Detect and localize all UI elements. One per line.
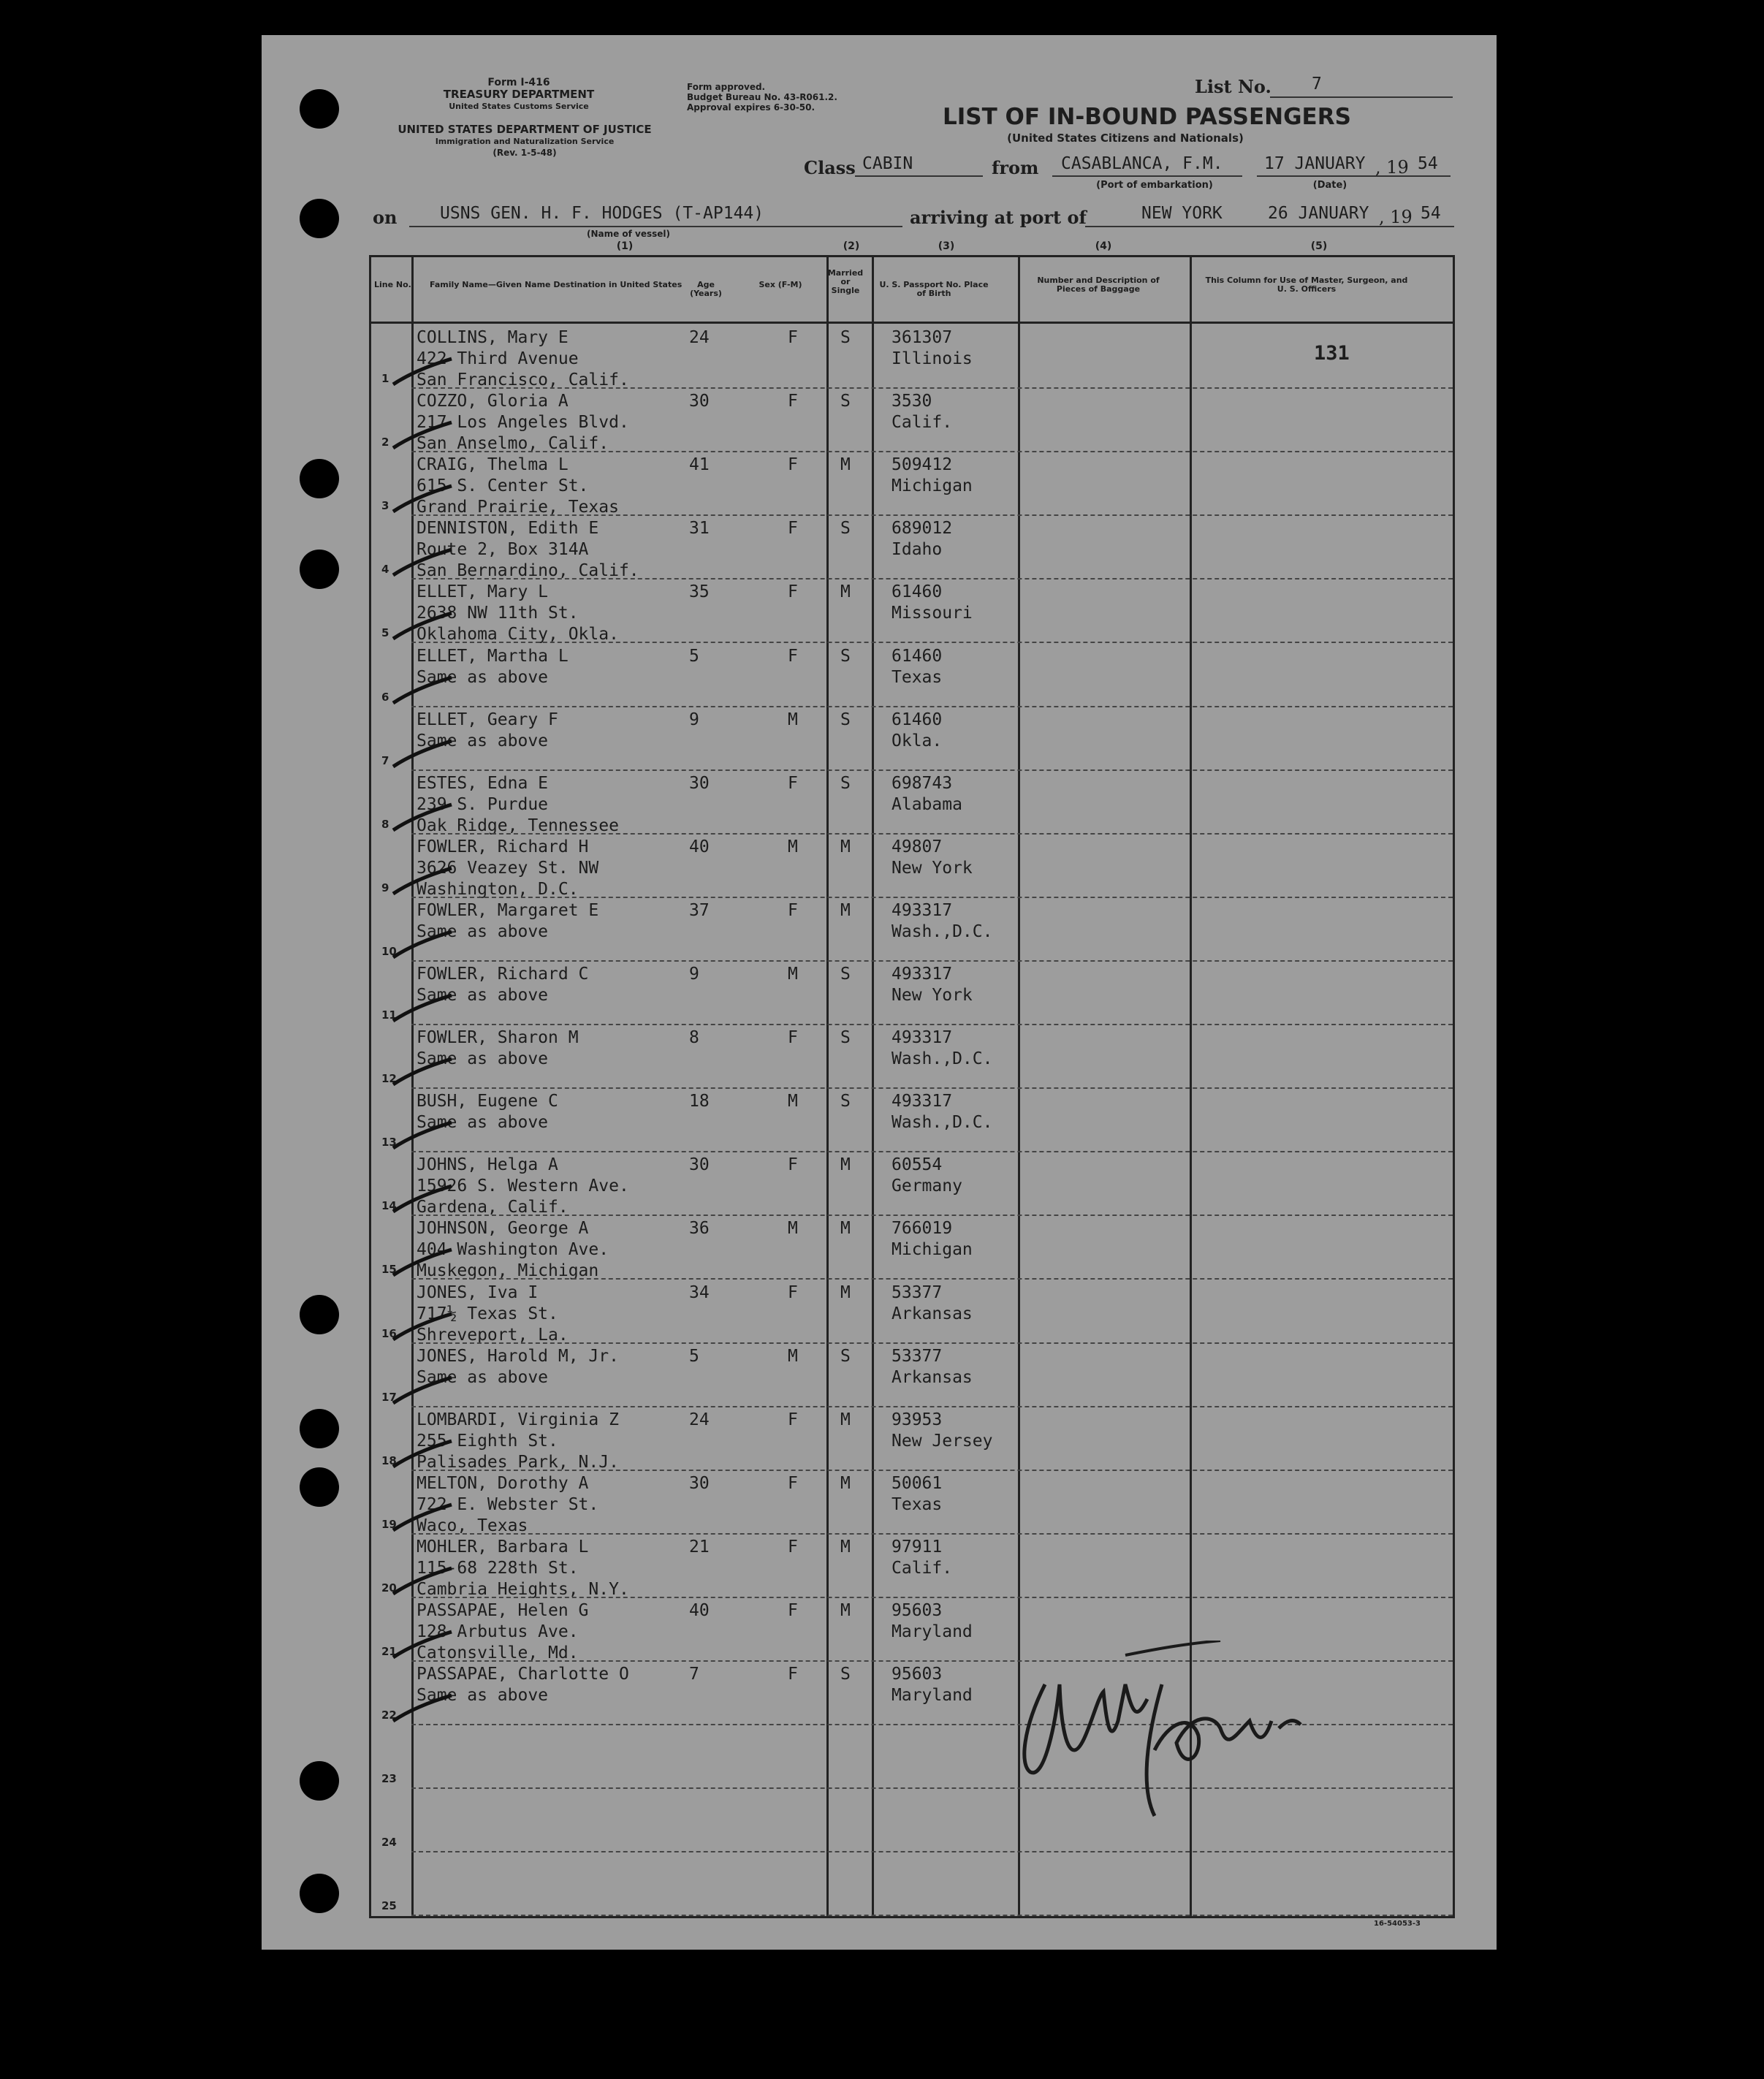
cell-sex: F [788, 900, 798, 920]
cell-name: MOHLER, Barbara L [417, 1537, 589, 1557]
table-row [371, 1152, 1453, 1215]
cell-sex: F [788, 1155, 798, 1175]
cell-addr1: Route 2, Box 314A [417, 540, 589, 560]
line-number: 24 [381, 1836, 397, 1850]
cell-addr1: 15926 S. Western Ave. [417, 1177, 629, 1196]
punch-hole [300, 1467, 339, 1507]
cell-sex: F [788, 1665, 798, 1684]
approval-expires: Approval expires 6-30-50. [687, 102, 816, 113]
arriving-label: arriving at port of [910, 207, 1087, 228]
cell-addr1: Same as above [417, 1049, 549, 1069]
cell-addr2: Grand Prairie, Texas [417, 498, 619, 517]
cell-passport: 689012 [891, 519, 953, 539]
embarkation-date: 17 JANUARY [1264, 154, 1366, 173]
col-header-name: Family Name—Given Name Destination in United States [430, 280, 683, 289]
arrival-date: 26 JANUARY [1268, 204, 1369, 223]
col-header-sex: Sex (F-M) [759, 280, 802, 289]
from-label: from [992, 157, 1039, 178]
cell-addr1: Same as above [417, 1113, 549, 1133]
arrival-year: 54 [1421, 204, 1441, 223]
cell-sex: F [788, 646, 798, 666]
treasury-department: TREASURY DEPARTMENT [443, 88, 595, 101]
cell-addr2: San Bernardino, Calif. [417, 561, 639, 581]
cell-addr1: 404 Washington Ave. [417, 1240, 609, 1260]
official-count: 131 [1314, 342, 1350, 365]
table-row [371, 1470, 1453, 1534]
line-number: 7 [381, 753, 389, 767]
cell-addr2: Muskegon, Michigan [417, 1261, 599, 1281]
cell-addr1: 2638 NW 11th St. [417, 604, 579, 623]
form-approved: Form approved. [687, 82, 766, 92]
cell-age: 18 [689, 1092, 710, 1111]
cell-name: BUSH, Eugene C [417, 1092, 558, 1111]
line-number: 19 [381, 1517, 397, 1531]
date-caption: (Date) [1312, 180, 1347, 191]
cell-name: DENNISTON, Edith E [417, 519, 599, 539]
cell-passport: 95603 [891, 1601, 943, 1620]
cell-name: FOWLER, Margaret E [417, 900, 599, 920]
ins-service: Immigration and Naturalization Service [435, 137, 615, 146]
cell-birth: Arkansas [891, 1367, 973, 1387]
cell-addr2: San Anselmo, Calif. [417, 434, 609, 454]
cell-sex: F [788, 519, 798, 539]
cell-passport: 493317 [891, 900, 953, 920]
cell-age: 8 [689, 1028, 699, 1048]
line-number: 5 [381, 626, 389, 640]
cell-age: 9 [689, 710, 699, 729]
cell-age: 7 [689, 1665, 699, 1684]
form-title: LIST OF IN-BOUND PASSENGERS [943, 104, 1351, 130]
table-row [371, 1534, 1453, 1597]
line-number: 13 [381, 1136, 397, 1149]
cell-name: JONES, Iva I [417, 1282, 539, 1302]
cell-sex: M [788, 1219, 798, 1239]
cell-addr1: 255 Eighth St. [417, 1431, 558, 1451]
punch-hole [300, 1409, 339, 1448]
cell-passport: 698743 [891, 773, 953, 793]
cell-name: MELTON, Dorothy A [417, 1473, 589, 1493]
cell-ms: S [840, 1092, 851, 1111]
cell-age: 40 [689, 1601, 710, 1620]
table-row [371, 961, 1453, 1025]
cell-birth: Alabama [891, 794, 962, 814]
arrival-year-prefix: , 19 [1379, 207, 1413, 227]
vessel-caption: (Name of vessel) [586, 229, 671, 239]
form-number: Form I-416 [487, 77, 550, 88]
cell-age: 34 [689, 1282, 710, 1302]
arrival-port: NEW YORK [1141, 204, 1223, 223]
line-number: 3 [381, 499, 389, 513]
cell-passport: 53377 [891, 1346, 943, 1366]
cell-sex: F [788, 1282, 798, 1302]
cell-sex: F [788, 1601, 798, 1620]
cell-age: 41 [689, 455, 710, 475]
col-header-married: Married or Single [827, 268, 864, 295]
punch-hole [300, 459, 339, 498]
cell-name: JOHNSON, George A [417, 1219, 589, 1239]
embarkation-year: 54 [1418, 154, 1438, 173]
cell-birth: Germany [891, 1177, 962, 1196]
cell-passport: 49807 [891, 837, 943, 856]
cell-addr1: Same as above [417, 667, 549, 687]
col-header-officers: This Column for Use of Master, Surgeon, and U. S. Officers [1205, 275, 1408, 294]
cell-name: COLLINS, Mary E [417, 328, 569, 347]
cell-name: FOWLER, Sharon M [417, 1028, 579, 1048]
cell-age: 31 [689, 519, 710, 539]
line-number: 15 [381, 1263, 397, 1277]
cell-sex: F [788, 1410, 798, 1429]
col-header-baggage: Number and Description of Pieces of Baggage [1037, 275, 1160, 294]
cell-ms: M [840, 1410, 851, 1429]
cell-sex: M [788, 1092, 798, 1111]
list-no-value: 7 [1312, 75, 1322, 94]
cell-age: 24 [689, 328, 710, 347]
punch-hole [300, 89, 339, 129]
cell-birth: Texas [891, 667, 943, 687]
cell-addr1: Same as above [417, 1367, 549, 1387]
cell-addr2: San Francisco, Calif. [417, 370, 629, 389]
cell-name: PASSAPAE, Charlotte O [417, 1665, 629, 1684]
cell-addr2: Shreveport, La. [417, 1325, 569, 1345]
table-row [371, 1280, 1453, 1343]
table-row [371, 770, 1453, 834]
cell-age: 30 [689, 392, 710, 411]
class-value: CABIN [862, 154, 913, 173]
cell-addr2: Gardena, Calif. [417, 1198, 569, 1217]
cell-name: ESTES, Edna E [417, 773, 549, 793]
cell-ms: M [840, 1537, 851, 1557]
embarkation-year-prefix: , 19 [1375, 157, 1409, 178]
cell-sex: M [788, 837, 798, 856]
line-number: 11 [381, 1008, 397, 1022]
table-row [371, 1215, 1453, 1279]
cell-sex: M [788, 1346, 798, 1366]
cell-passport: 53377 [891, 1282, 943, 1302]
col-header-passport: U. S. Passport No. Place of Birth [879, 280, 989, 298]
table-row [371, 324, 1453, 388]
footer-code: 16-54053-3 [1374, 1920, 1421, 1928]
col-num-4: (4) [1095, 240, 1112, 252]
cell-sex: F [788, 773, 798, 793]
cell-passport: 93953 [891, 1410, 943, 1429]
cell-addr1: 422 Third Avenue [417, 349, 579, 368]
cell-ms: M [840, 1282, 851, 1302]
col-header-age: Age (Years) [690, 280, 722, 298]
cell-ms: M [840, 837, 851, 856]
cell-name: COZZO, Gloria A [417, 392, 569, 411]
cell-name: ELLET, Mary L [417, 582, 549, 602]
line-number: 12 [381, 1072, 397, 1086]
cell-age: 5 [689, 1346, 699, 1366]
line-number: 10 [381, 944, 397, 958]
punch-hole [300, 1874, 339, 1913]
cell-addr1: 217 Los Angeles Blvd. [417, 413, 629, 433]
signature [1016, 1641, 1366, 1831]
line-number: 2 [381, 436, 389, 449]
row-divider [411, 1915, 1453, 1916]
cell-ms: S [840, 773, 851, 793]
cell-birth: Calif. [891, 413, 953, 433]
cell-ms: M [840, 1601, 851, 1620]
cell-sex: F [788, 455, 798, 475]
cell-age: 30 [689, 773, 710, 793]
cell-sex: F [788, 1028, 798, 1048]
cell-ms: S [840, 392, 851, 411]
table-row [371, 388, 1453, 452]
cell-addr1: 115-68 228th St. [417, 1558, 579, 1578]
line-number: 4 [381, 563, 389, 577]
punch-hole [300, 1295, 339, 1334]
cell-age: 5 [689, 646, 699, 666]
cell-ms: S [840, 646, 851, 666]
form-subtitle: (United States Citizens and Nationals) [1007, 132, 1244, 145]
cell-addr2: Oak Ridge, Tennessee [417, 816, 619, 835]
cell-addr1: Same as above [417, 731, 549, 750]
cell-age: 40 [689, 837, 710, 856]
cell-name: ELLET, Geary F [417, 710, 558, 729]
cell-passport: 95603 [891, 1665, 943, 1684]
cell-passport: 766019 [891, 1219, 953, 1239]
cell-passport: 493317 [891, 1092, 953, 1111]
line-number: 18 [381, 1453, 397, 1467]
cell-sex: M [788, 965, 798, 984]
cell-ms: S [840, 328, 851, 347]
cell-name: CRAIG, Thelma L [417, 455, 569, 475]
budget-bureau: Budget Bureau No. 43-R061.2. [687, 92, 837, 102]
cell-ms: M [840, 1155, 851, 1175]
cell-name: JONES, Harold M, Jr. [417, 1346, 619, 1366]
list-no-label: List No. [1195, 76, 1271, 97]
table-row [371, 1343, 1453, 1407]
cell-ms: M [840, 1473, 851, 1493]
table-row [371, 1025, 1453, 1088]
cell-addr2: Catonsville, Md. [417, 1643, 579, 1662]
cell-sex: F [788, 1473, 798, 1493]
cell-addr1: 722 E. Webster St. [417, 1494, 599, 1514]
cell-name: FOWLER, Richard C [417, 965, 589, 984]
cell-sex: F [788, 582, 798, 602]
table-row [371, 897, 1453, 961]
line-number: 9 [381, 881, 389, 894]
cell-addr2: Waco, Texas [417, 1516, 528, 1535]
cell-passport: 50061 [891, 1473, 943, 1493]
table-row [371, 1407, 1453, 1470]
table-row [371, 515, 1453, 579]
cell-ms: S [840, 1346, 851, 1366]
col-num-2: (2) [843, 240, 860, 252]
cell-ms: S [840, 1665, 851, 1684]
cell-birth: Calif. [891, 1558, 953, 1578]
cell-age: 21 [689, 1537, 710, 1557]
table-row [371, 452, 1453, 515]
cell-birth: Michigan [891, 1240, 973, 1260]
col-num-3: (3) [938, 240, 955, 252]
signature-text: J M Fox / H J A [1308, 1823, 1315, 1824]
cell-birth: Arkansas [891, 1304, 973, 1323]
cell-birth: Texas [891, 1494, 943, 1514]
revision-date: (Rev. 1-5-48) [493, 148, 557, 158]
line-number: 16 [381, 1326, 397, 1340]
table-row [371, 643, 1453, 707]
cell-passport: 61460 [891, 710, 943, 729]
cell-birth: Missouri [891, 604, 973, 623]
cell-ms: S [840, 519, 851, 539]
justice-department: UNITED STATES DEPARTMENT OF JUSTICE [398, 123, 652, 136]
cell-passport: 3530 [891, 392, 932, 411]
table-row [371, 579, 1453, 645]
cell-addr1: 128 Arbutus Ave. [417, 1622, 579, 1641]
cell-passport: 509412 [891, 455, 953, 475]
col-header-line: Line No. [374, 280, 411, 289]
cell-ms: S [840, 710, 851, 729]
cell-name: PASSAPAE, Helen G [417, 1601, 589, 1620]
cell-name: JOHNS, Helga A [417, 1155, 558, 1175]
cell-age: 36 [689, 1219, 710, 1239]
cell-addr2: Palisades Park, N.J. [417, 1452, 619, 1472]
line-number: 22 [381, 1709, 397, 1722]
cell-addr2: Oklahoma City, Okla. [417, 625, 619, 645]
cell-ms: M [840, 582, 851, 602]
cell-birth: Idaho [891, 540, 943, 560]
punch-hole [300, 199, 339, 238]
cell-addr1: Same as above [417, 921, 549, 941]
cell-name: FOWLER, Richard H [417, 837, 589, 856]
line-number: 1 [381, 372, 389, 386]
customs-service: United States Customs Service [449, 102, 589, 111]
cell-ms: M [840, 1219, 851, 1239]
cell-birth: Illinois [891, 349, 973, 368]
cell-addr1: 239 S. Purdue [417, 794, 549, 814]
cell-birth: Okla. [891, 731, 943, 750]
cell-passport: 493317 [891, 1028, 953, 1048]
line-number: 17 [381, 1390, 397, 1404]
vessel-name: USNS GEN. H. F. HODGES (T-AP144) [440, 204, 764, 223]
table-row [371, 707, 1453, 770]
cell-birth: Maryland [891, 1686, 973, 1706]
class-label: Class [804, 157, 856, 178]
cell-birth: New York [891, 858, 973, 878]
cell-age: 24 [689, 1410, 710, 1429]
cell-birth: Wash.,D.C. [891, 1113, 993, 1133]
cell-sex: M [788, 710, 798, 729]
cell-addr1: Same as above [417, 1686, 549, 1706]
cell-birth: Michigan [891, 476, 973, 496]
cell-age: 30 [689, 1473, 710, 1493]
on-label: on [373, 207, 398, 228]
line-number: 20 [381, 1581, 397, 1595]
punch-hole [300, 1761, 339, 1801]
cell-addr1: 3626 Veazey St. NW [417, 858, 599, 878]
cell-ms: S [840, 1028, 851, 1048]
cell-ms: M [840, 900, 851, 920]
cell-passport: 61460 [891, 646, 943, 666]
line-number: 6 [381, 690, 389, 704]
cell-ms: M [840, 455, 851, 475]
embarkation-port: CASABLANCA, F.M. [1061, 154, 1223, 173]
line-number: 8 [381, 817, 389, 831]
cell-passport: 493317 [891, 965, 953, 984]
cell-age: 9 [689, 965, 699, 984]
cell-addr2: Washington, D.C. [417, 879, 579, 899]
punch-hole [300, 550, 339, 589]
line-number: 21 [381, 1645, 397, 1659]
cell-birth: New York [891, 986, 973, 1005]
line-number: 23 [381, 1772, 397, 1786]
cell-passport: 60554 [891, 1155, 943, 1175]
cell-sex: F [788, 392, 798, 411]
cell-birth: New Jersey [891, 1431, 993, 1451]
cell-age: 35 [689, 582, 710, 602]
cell-birth: Wash.,D.C. [891, 1049, 993, 1069]
cell-name: ELLET, Martha L [417, 646, 569, 666]
line-number: 14 [381, 1199, 397, 1213]
cell-addr1: Same as above [417, 986, 549, 1005]
table-row [371, 1852, 1453, 1915]
cell-passport: 61460 [891, 582, 943, 602]
table-row [371, 834, 1453, 897]
cell-addr1: 615 S. Center St. [417, 476, 589, 496]
cell-passport: 361307 [891, 328, 953, 347]
cell-name: LOMBARDI, Virginia Z [417, 1410, 619, 1429]
cell-passport: 97911 [891, 1537, 943, 1557]
cell-sex: F [788, 328, 798, 347]
table-row [371, 1088, 1453, 1152]
col-num-5: (5) [1310, 240, 1328, 252]
cell-birth: Maryland [891, 1622, 973, 1641]
cell-ms: S [840, 965, 851, 984]
cell-addr2: Cambria Heights, N.Y. [417, 1579, 629, 1599]
cell-addr1: 717½ Texas St. [417, 1304, 558, 1323]
cell-birth: Wash.,D.C. [891, 921, 993, 941]
port-embarkation-caption: (Port of embarkation) [1096, 180, 1213, 191]
cell-sex: F [788, 1537, 798, 1557]
cell-age: 30 [689, 1155, 710, 1175]
cell-age: 37 [689, 900, 710, 920]
col-num-1: (1) [616, 240, 634, 252]
line-number: 25 [381, 1899, 397, 1913]
